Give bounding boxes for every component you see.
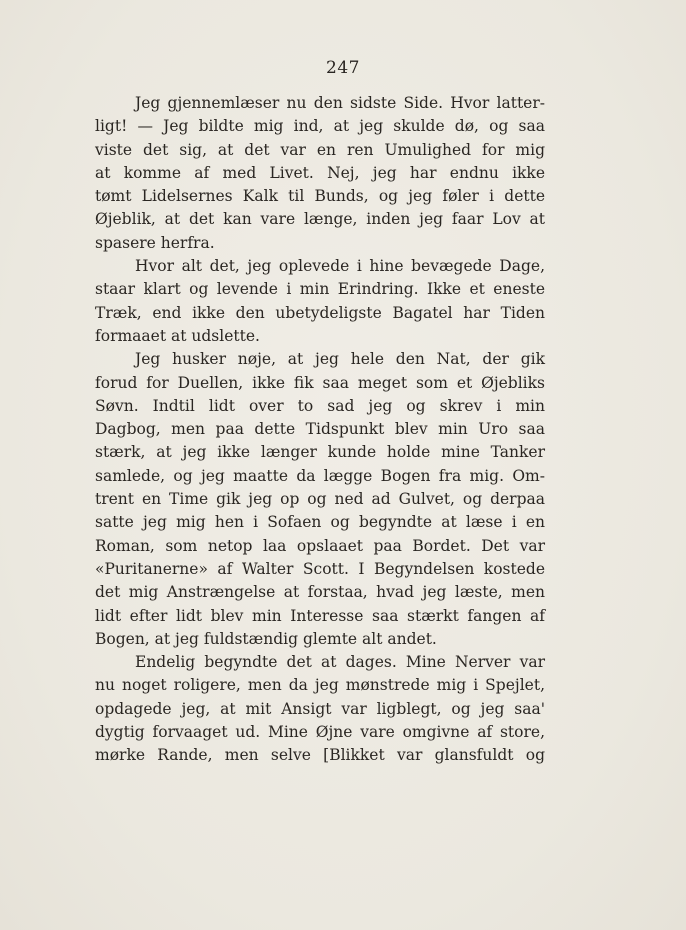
text-line: det mig Anstrængelse at forstaa, hvad jeg læste, men xyxy=(95,583,545,602)
text-line: trent en Time gik jeg op og ned ad Gulvet, og derpaa xyxy=(95,490,545,509)
text-line: Øjeblik, at det kan vare længe, inden jeg faar Lov at xyxy=(95,210,545,229)
text-line: forud for Duellen, ikke fik saa meget som et Øjebliks xyxy=(95,373,545,392)
text-line: formaaet at udslette. xyxy=(95,326,260,345)
text-line: dygtig forvaaget ud. Mine Øjne vare omgivne af store, xyxy=(95,723,545,742)
text-line: «Puritanerne» af Walter Scott. I Begyndelsen kostede xyxy=(95,559,545,578)
text-line: Hvor alt det, jeg oplevede i hine bevægede Dage, xyxy=(135,257,545,276)
text-line: ligt! — Jeg bildte mig ind, at jeg skulde dø, og saa xyxy=(95,117,545,136)
page-number: 247 xyxy=(326,58,360,78)
text-line: Endelig begyndte det at dages. Mine Nerver var xyxy=(135,653,545,672)
text-line: Jeg gjennemlæser nu den sidste Side. Hvor latter- xyxy=(135,94,545,112)
text-line: Jeg husker nøje, at jeg hele den Nat, der gik xyxy=(135,350,545,369)
body-text xyxy=(95,92,545,768)
text-line: Roman, som netop laa opslaaet paa Bordet. Det var xyxy=(95,536,545,555)
text-line: stærk, at jeg ikke længer kunde holde mine Tanker xyxy=(95,443,545,462)
text-line: nu noget roligere, men da jeg mønstrede mig i Spejlet, xyxy=(95,676,545,695)
text-line: Bogen, at jeg fuldstændig glemte alt andet. xyxy=(95,629,437,648)
text-line: satte jeg mig hen i Sofaen og begyndte at læse i en xyxy=(95,513,545,532)
text-line: at komme af med Livet. Nej, jeg har endnu ikke xyxy=(95,163,545,182)
text-line: lidt efter lidt blev min Interesse saa stærkt fangen af xyxy=(95,606,545,625)
text-line: Søvn. Indtil lidt over to sad jeg og skrev i min xyxy=(95,396,545,415)
text-line: Træk, end ikke den ubetydeligste Bagatel har Tiden xyxy=(95,303,545,322)
text-line: Dagbog, men paa dette Tidspunkt blev min Uro saa xyxy=(95,420,545,439)
text-line: viste det sig, at det var en ren Umulighed for mig xyxy=(95,140,545,159)
text-line: mørke Rande, men selve [Blikket var glansfuldt og xyxy=(95,746,545,765)
text-line: spasere herfra. xyxy=(95,233,215,252)
text-line: tømt Lidelsernes Kalk til Bunds, og jeg føler i dette xyxy=(95,187,545,206)
text-line: samlede, og jeg maatte da lægge Bogen fra mig. Om- xyxy=(95,466,545,485)
text-line: staar klart og levende i min Erindring. Ikke et eneste xyxy=(95,280,545,299)
text-line: opdagede jeg, at mit Ansigt var ligblegt, og jeg saa' xyxy=(95,699,545,718)
